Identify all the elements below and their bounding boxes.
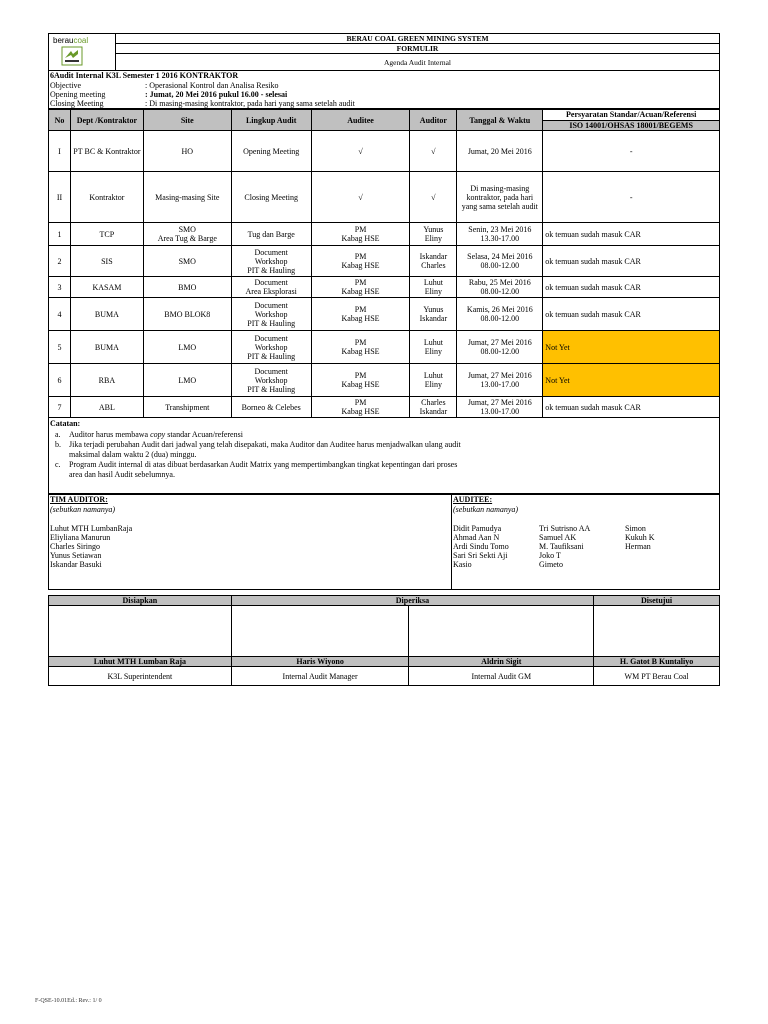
row-scope <box>231 223 311 246</box>
row-dept: TCP <box>70 223 143 246</box>
col-site: Site <box>143 110 231 131</box>
row-auditee <box>311 246 410 277</box>
auditor-team-subtitle: (sebutkan namanya) <box>50 505 116 514</box>
row-auditee-line: PM <box>354 252 367 261</box>
row-date-line: kontraktor, pada hari <box>466 192 534 202</box>
form-label: FORMULIR <box>116 44 720 54</box>
row-dept: ABL <box>70 397 143 418</box>
note-c-continued: area dan hasil Audit sebelumnya. <box>69 470 175 479</box>
row-date <box>457 172 543 223</box>
row-scope <box>231 397 311 418</box>
row-auditor <box>410 331 457 364</box>
auditee-column-3 <box>625 524 655 569</box>
table-header-row <box>49 110 720 121</box>
row-date-line: 08.00-12.00 <box>480 347 520 356</box>
signer-role-4: WM PT Berau Coal <box>594 667 720 686</box>
team-member: Charles Siringo <box>50 542 100 551</box>
row-requirement: ok temuan sudah masuk CAR <box>543 277 720 298</box>
table-row <box>49 277 720 298</box>
row-auditor-line: Luhut <box>423 371 443 380</box>
row-auditee-line: √ <box>358 192 363 202</box>
row-scope-line: Workshop <box>254 309 288 319</box>
row-auditee-line: √ <box>358 146 363 156</box>
auditee-team-title: AUDITEE: <box>453 495 493 504</box>
team-member: Herman <box>625 542 651 551</box>
row-scope <box>231 277 311 298</box>
team-section <box>48 494 720 590</box>
team-member: Samuel AK <box>539 533 577 542</box>
row-auditee-line: Kabag HSE <box>341 407 380 416</box>
row-requirement: ok temuan sudah masuk CAR <box>543 298 720 331</box>
row-auditee-line: PM <box>354 371 367 380</box>
row-scope-line: Closing Meeting <box>244 192 298 202</box>
row-auditee-line: Kabag HSE <box>341 261 380 270</box>
col-no: No <box>49 110 71 131</box>
row-date <box>457 246 543 277</box>
row-requirement: Not Yet <box>543 331 720 364</box>
row-number: 1 <box>49 223 71 246</box>
row-auditee-line: Kabag HSE <box>341 234 380 243</box>
row-auditee-line: PM <box>354 225 367 234</box>
row-auditee <box>311 223 410 246</box>
row-auditor <box>410 397 457 418</box>
row-number: II <box>49 172 71 223</box>
row-site-line: LMO <box>178 342 197 352</box>
team-member: M. Taufiksani <box>539 542 584 551</box>
row-site <box>143 364 231 397</box>
row-site <box>143 331 231 364</box>
opening-value: : Jumat, 20 Mei 2016 pukul 16.00 - selesai <box>145 90 288 99</box>
row-site-line: BMO BLOK8 <box>164 309 211 319</box>
row-auditee-line: Kabag HSE <box>341 380 380 389</box>
col-auditor: Auditor <box>410 110 457 131</box>
row-site-line: Area Tug & Barge <box>157 234 217 243</box>
signature-box-3 <box>409 606 594 657</box>
row-auditor <box>410 298 457 331</box>
team-member: Iskandar Basuki <box>50 560 102 569</box>
note-a: a. Auditor harus membawa copy standar Acuan/referensi <box>55 430 243 439</box>
row-date-line: Di masing-masing <box>470 183 530 193</box>
signer-name-2: Haris Wiyono <box>231 657 409 667</box>
row-date <box>457 223 543 246</box>
row-scope-line: Tug dan Barge <box>247 229 295 239</box>
row-dept: PT BC & Kontraktor <box>70 131 143 172</box>
row-number: 7 <box>49 397 71 418</box>
row-auditee-line: PM <box>354 338 367 347</box>
notes-title: Catatan: <box>50 419 81 428</box>
row-site <box>143 397 231 418</box>
col-scope: Lingkup Audit <box>231 110 311 131</box>
row-date-line: 13.00-17.00 <box>480 380 520 389</box>
row-date-line: 13.00-17.00 <box>480 407 520 416</box>
row-date <box>457 277 543 298</box>
row-scope <box>231 131 311 172</box>
row-site-line: Masing-masing Site <box>155 192 220 202</box>
row-auditor-line: Eliny <box>424 287 443 296</box>
row-requirement: - <box>543 131 720 172</box>
row-date-line: Jumat, 27 Mei 2016 <box>467 338 532 347</box>
row-auditor <box>410 223 457 246</box>
col-auditee: Auditee <box>311 110 410 131</box>
team-member: Yunus Setiawan <box>50 551 102 560</box>
table-row <box>49 397 720 418</box>
row-scope-line: PIT & Hauling <box>247 351 296 361</box>
row-date <box>457 331 543 364</box>
row-scope <box>231 246 311 277</box>
row-date-line: Kamis, 26 Mei 2016 <box>466 305 533 314</box>
audit-title: 6Audit Internal K3L Semester 1 2016 KONTRAKTOR <box>50 71 239 80</box>
row-date-line: Selasa, 24 Mei 2016 <box>467 252 533 261</box>
col-date: Tanggal & Waktu <box>457 110 543 131</box>
team-member: Sari Sri Sekti Aji <box>453 551 508 560</box>
auditee-column-1 <box>453 524 539 569</box>
row-auditor-line: Eliny <box>424 380 443 389</box>
document-page <box>48 33 720 686</box>
info-table <box>49 81 719 108</box>
row-auditor-line: Iskandar <box>419 407 448 416</box>
signer-name-4: H. Gatot B Kuntaliyo <box>594 657 720 667</box>
row-auditee <box>311 331 410 364</box>
row-auditee-line: PM <box>354 398 367 407</box>
auditor-list <box>50 524 450 569</box>
row-scope-line: PIT & Hauling <box>247 318 296 328</box>
team-member: Gimeto <box>539 560 563 569</box>
row-scope-line: Document <box>254 366 288 376</box>
row-scope-line: Document <box>254 278 288 287</box>
row-scope <box>231 298 311 331</box>
row-number: 2 <box>49 246 71 277</box>
row-requirement: ok temuan sudah masuk CAR <box>543 246 720 277</box>
row-date-line: yang sama setelah audit <box>461 201 538 211</box>
row-requirement: - <box>543 172 720 223</box>
row-date-line: 08.00-12.00 <box>480 261 520 270</box>
row-requirement: ok temuan sudah masuk CAR <box>543 223 720 246</box>
row-scope-line: Workshop <box>254 342 288 352</box>
row-site-line: SMO <box>178 225 196 234</box>
objective-label: Objective <box>50 81 82 90</box>
table-row <box>49 331 720 364</box>
signer-name-3: Aldrin Sigit <box>409 657 594 667</box>
team-member: Eliyliana Manurun <box>50 533 111 542</box>
system-title: BERAU COAL GREEN MINING SYSTEM <box>116 34 720 44</box>
approved-label: Disetujui <box>594 596 720 606</box>
auditor-team-title: TIM AUDITOR: <box>50 495 108 504</box>
row-site <box>143 246 231 277</box>
info-block <box>48 71 720 109</box>
row-dept: Kontraktor <box>70 172 143 223</box>
document-header <box>48 33 720 71</box>
row-auditor <box>410 246 457 277</box>
row-auditor-line: √ <box>431 146 436 156</box>
row-auditor-line: Charles <box>421 398 446 407</box>
team-member: Kasio <box>453 560 472 569</box>
row-date-line: 08.00-12.00 <box>480 287 520 296</box>
row-number: 6 <box>49 364 71 397</box>
row-number: 3 <box>49 277 71 298</box>
row-site <box>143 172 231 223</box>
row-date-line: Jumat, 27 Mei 2016 <box>467 398 532 407</box>
row-auditor <box>410 131 457 172</box>
row-scope-line: Opening Meeting <box>243 146 300 156</box>
row-date <box>457 364 543 397</box>
row-auditee-line: PM <box>354 305 367 314</box>
team-member: Simon <box>625 524 646 533</box>
row-site <box>143 277 231 298</box>
row-auditor-line: Yunus <box>423 225 444 234</box>
row-auditor-line: Iskandar <box>419 252 448 261</box>
row-requirement: ok temuan sudah masuk CAR <box>543 397 720 418</box>
notes-section <box>48 418 720 494</box>
table-row <box>49 131 720 172</box>
auditee-team-cell <box>452 495 720 590</box>
row-auditee-line: Kabag HSE <box>341 314 380 323</box>
row-scope-line: Document <box>254 333 288 343</box>
row-scope-line: Document <box>254 247 288 257</box>
row-auditee <box>311 298 410 331</box>
signature-table <box>48 595 720 686</box>
row-site <box>143 131 231 172</box>
auditor-team-cell <box>49 495 452 590</box>
auditee-column-2 <box>539 524 625 569</box>
auditee-list <box>453 524 718 569</box>
row-dept: RBA <box>70 364 143 397</box>
row-auditor <box>410 172 457 223</box>
row-site-line: SMO <box>178 256 196 266</box>
signature-box-2 <box>231 606 409 657</box>
row-auditor-line: Luhut <box>423 278 443 287</box>
team-member: Ahmad Aan N <box>453 533 500 542</box>
signer-role-1: K3L Superintendent <box>49 667 232 686</box>
row-scope <box>231 331 311 364</box>
signature-box-4 <box>594 606 720 657</box>
objective-value: : Operasional Kontrol dan Analisa Resiko <box>145 81 279 90</box>
row-number: 5 <box>49 331 71 364</box>
opening-label: Opening meeting <box>50 90 106 99</box>
table-row <box>49 223 720 246</box>
row-dept: KASAM <box>70 277 143 298</box>
row-auditor-line: Iskandar <box>419 314 448 323</box>
closing-value: : Di masing-masing kontraktor, pada hari yang sama setelah audit <box>145 99 355 108</box>
row-site-line: BMO <box>178 282 197 292</box>
team-member: Joko T <box>539 551 561 560</box>
form-name: Agenda Audit Internal <box>116 54 720 71</box>
team-member: Kukuh K <box>625 533 655 542</box>
col-dept: Dept /Kontraktor <box>70 110 143 131</box>
team-member: Luhut MTH LumbanRaja <box>50 524 133 533</box>
logo-cell <box>49 34 116 71</box>
row-scope-line: Borneo & Celebes <box>241 402 301 412</box>
row-date-line: 08.00-12.00 <box>480 314 520 323</box>
checked-label: Diperiksa <box>231 596 593 606</box>
team-member: Didit Pamudya <box>453 524 502 533</box>
row-auditor-line: Yunus <box>423 305 444 314</box>
company-logo: beraucoal <box>53 36 89 45</box>
row-auditor-line: √ <box>431 192 436 202</box>
closing-label: Closing Meeting <box>50 99 104 108</box>
schedule-body <box>49 131 720 418</box>
team-member: Ardi Sindu Tomo <box>453 542 509 551</box>
note-c: c. Program Audit internal di atas dibuat berdasarkan Audit Matrix yang mempertimbangkan tingkat kepentingan dari proses <box>55 460 458 469</box>
row-number: 4 <box>49 298 71 331</box>
row-auditor <box>410 277 457 298</box>
form-code-footer: F-QSE-10.01Ed.: Rev.: 1/ 0 <box>35 998 102 1004</box>
row-date-line: Jumat, 20 Mei 2016 <box>467 146 532 156</box>
row-site <box>143 223 231 246</box>
row-auditor-line: Eliny <box>424 347 443 356</box>
row-scope-line: Workshop <box>254 375 288 385</box>
row-dept: SIS <box>70 246 143 277</box>
row-date-line: Rabu, 25 Mei 2016 <box>468 278 531 287</box>
row-scope <box>231 364 311 397</box>
col-requirement: Persyaratan Standar/Acuan/Referensi <box>543 110 720 121</box>
auditee-team-subtitle: (sebutkan namanya) <box>453 505 519 514</box>
row-auditee-line: PM <box>354 278 367 287</box>
row-auditee <box>311 364 410 397</box>
row-date-line: 13.30-17.00 <box>480 234 520 243</box>
row-date <box>457 131 543 172</box>
row-date-line: Jumat, 27 Mei 2016 <box>467 371 532 380</box>
row-dept: BUMA <box>70 331 143 364</box>
signer-role-2: Internal Audit Manager <box>231 667 409 686</box>
col-requirement-standard: ISO 14001/OHSAS 18001/BEGEMS <box>543 120 720 131</box>
row-scope-line: Document <box>254 300 288 310</box>
row-scope-line: Workshop <box>254 256 288 266</box>
table-row <box>49 246 720 277</box>
row-date-line: Senin, 23 Mei 2016 <box>468 225 532 234</box>
table-row <box>49 172 720 223</box>
row-requirement: Not Yet <box>543 364 720 397</box>
row-auditor-line: Charles <box>421 261 446 270</box>
signer-role-3: Internal Audit GM <box>409 667 594 686</box>
row-auditor-line: Luhut <box>423 338 443 347</box>
note-b: b. Jika terjadi perubahan Audit dari jadwal yang telah disepakati, maka Auditor dan Auditee harus menjadwalkan ulang audit <box>55 440 461 449</box>
row-scope-line: PIT & Hauling <box>247 265 296 275</box>
row-auditee-line: Kabag HSE <box>341 287 380 296</box>
row-date <box>457 298 543 331</box>
signature-box-1 <box>49 606 232 657</box>
row-auditor-line: Eliny <box>424 234 443 243</box>
team-member: Tri Sutrisno AA <box>539 524 591 533</box>
row-site-line: Transhipment <box>165 402 210 412</box>
row-auditor <box>410 364 457 397</box>
row-number: I <box>49 131 71 172</box>
row-date <box>457 397 543 418</box>
row-site-line: HO <box>181 146 194 156</box>
row-scope-line: PIT & Hauling <box>247 384 296 394</box>
signer-name-1: Luhut MTH Lumban Raja <box>49 657 232 667</box>
berau-coal-logo-icon <box>61 46 83 66</box>
row-auditee <box>311 277 410 298</box>
row-auditee <box>311 397 410 418</box>
prepared-label: Disiapkan <box>49 596 232 606</box>
note-b-continued: maksimal dalam waktu 2 (dua) minggu. <box>69 450 197 459</box>
audit-schedule-table <box>48 109 720 418</box>
row-scope <box>231 172 311 223</box>
row-site-line: LMO <box>178 375 197 385</box>
table-row <box>49 298 720 331</box>
row-auditee-line: Kabag HSE <box>341 347 380 356</box>
row-auditee <box>311 172 410 223</box>
row-site <box>143 298 231 331</box>
row-auditee <box>311 131 410 172</box>
row-dept: BUMA <box>70 298 143 331</box>
table-row <box>49 364 720 397</box>
row-scope-line: Area Eksplorasi <box>245 287 297 296</box>
